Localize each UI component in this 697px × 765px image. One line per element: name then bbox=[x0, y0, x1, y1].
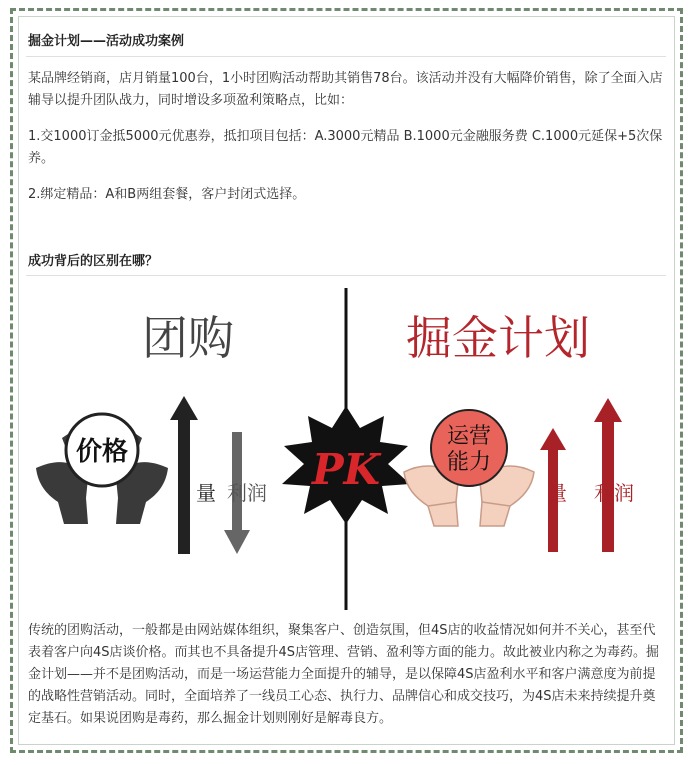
intro-paragraph: 某品牌经销商，店月销量100台，1小时团购活动帮助其销售78台。该活动并没有大幅降价销售，除了全面入店辅导以提升团队战力，同时增设多项盈利策略点，比如： bbox=[28, 71, 663, 108]
right-title: 掘金计划 bbox=[406, 311, 590, 365]
left-profit-label: 利润 bbox=[227, 481, 267, 505]
right-volume-label: 量 bbox=[547, 481, 567, 505]
article-title: 掘金计划——活动成功案例 bbox=[28, 34, 185, 49]
section-heading: 成功背后的区别在哪？ bbox=[28, 254, 159, 269]
point-2: 2.绑定精品：A和B两组套餐，客户封闭式选择。 bbox=[28, 187, 306, 202]
left-volume-label: 量 bbox=[196, 481, 216, 505]
left-ball-label: 价格 bbox=[75, 437, 129, 467]
right-profit-label: 利润 bbox=[594, 481, 634, 505]
comparison-svg bbox=[28, 288, 668, 610]
left-volume-up-arrow bbox=[170, 396, 198, 554]
comparison-illustration bbox=[28, 288, 668, 610]
pk-label: PK bbox=[311, 445, 381, 494]
point-1: 1.交1000订金抵5000元优惠券，抵扣项目包括：A.3000元精品 B.1000元金融服务费 C.1000元延保+5次保养。 bbox=[28, 129, 663, 166]
section-divider bbox=[26, 275, 666, 276]
left-title: 团购 bbox=[142, 311, 234, 365]
right-ball-label-1: 运营 bbox=[446, 424, 492, 449]
title-divider bbox=[26, 56, 666, 57]
conclusion-paragraph: 传统的团购活动，一般都是由网站媒体组织，聚集客户、创造氛围，但4S店的收益情况如何并不关心，甚至代表着客户向4S店谈价格。而其也不具备提升4S店管理、营销、盈利等方面的能力。故此被业内称之为毒药。掘金计划——并不是团购活动，而是一场运营能力全面提升的辅导，是以保障4S店盈利水平和客户满意度为前提的战略性营销活动。同时，全面培养了一线员工心态、执行力、品牌信心和成交技巧，为4S店未来持续提升奠定基石。如果说团购是毒药，那么掘金计划则刚好是解毒良方。 bbox=[28, 623, 660, 726]
right-profit-up-arrow bbox=[594, 398, 622, 552]
right-ball-label-2: 能力 bbox=[446, 450, 492, 475]
